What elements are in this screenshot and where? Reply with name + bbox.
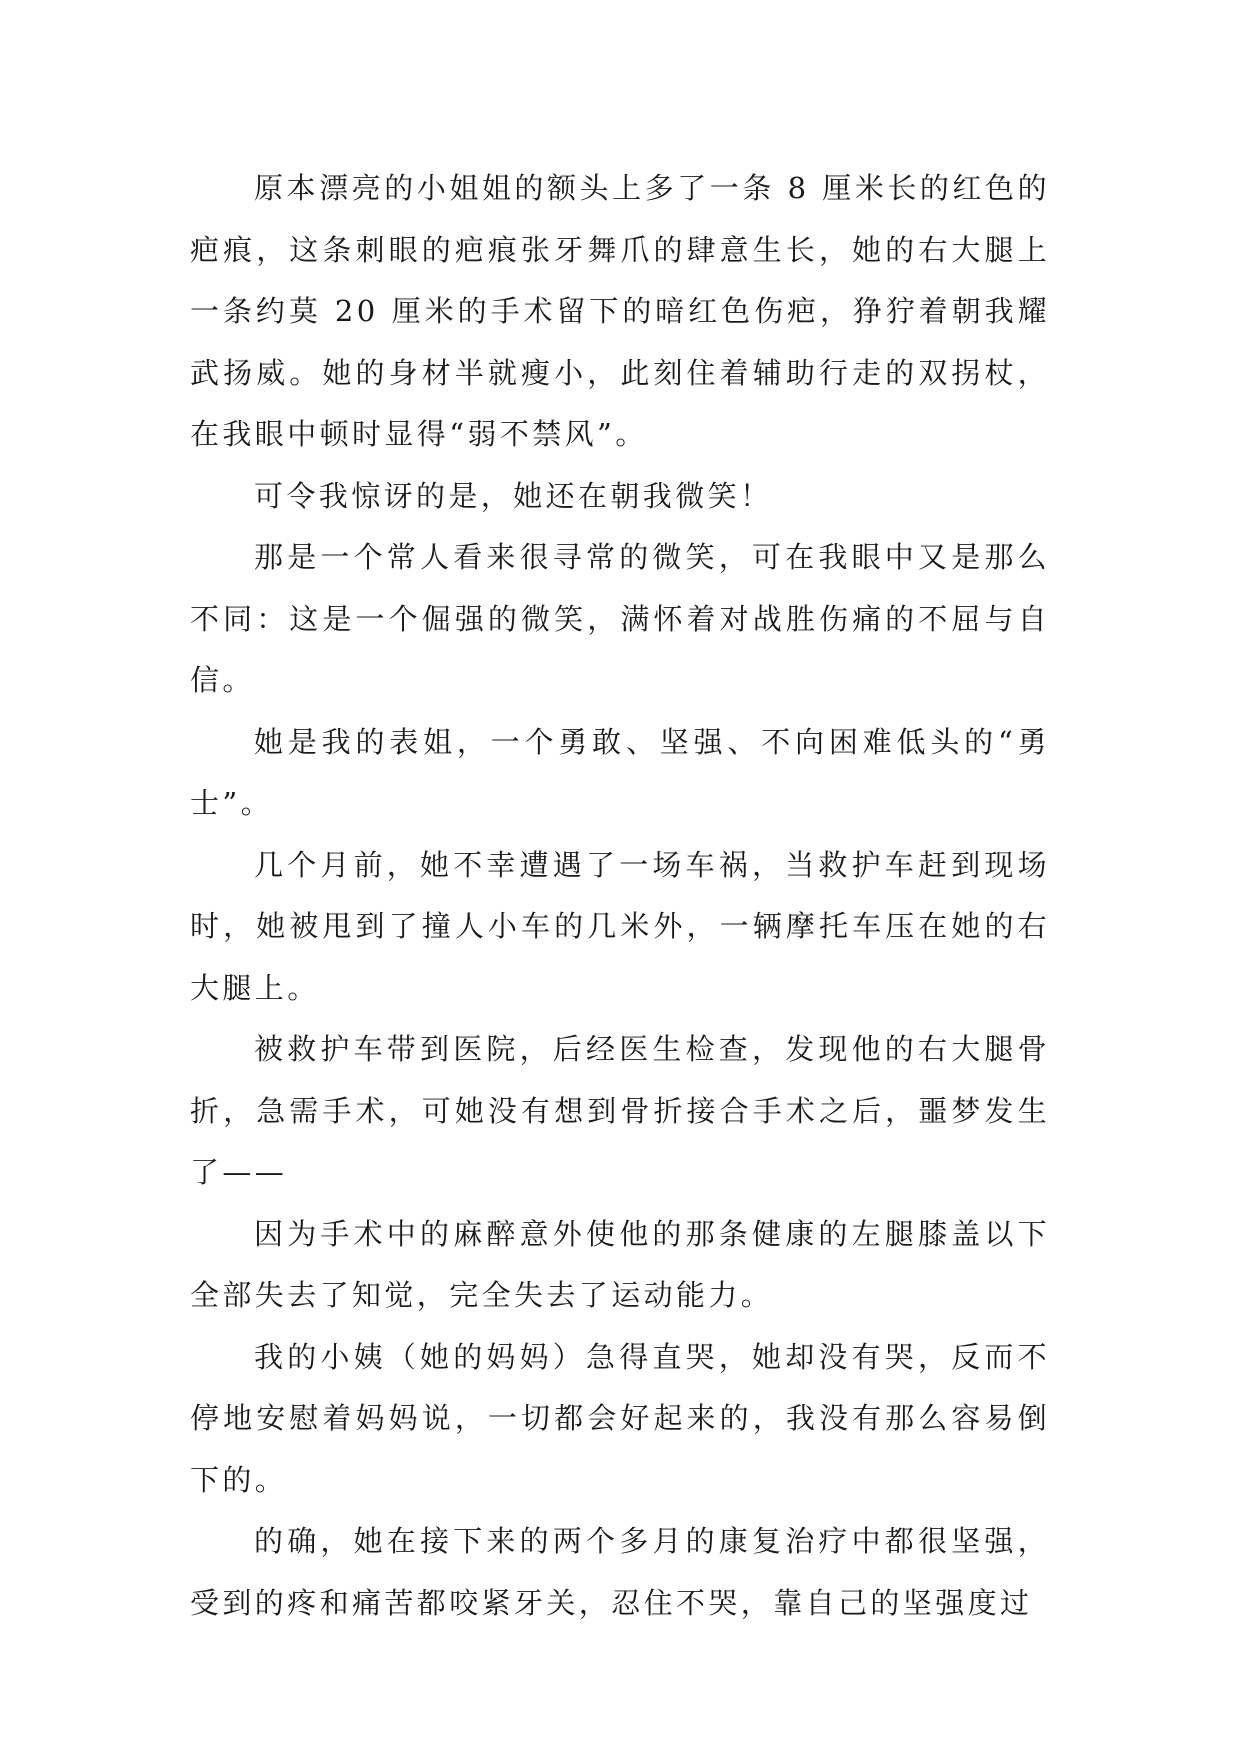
paragraph: 被救护车带到医院，后经医生检查，发现他的右大腿骨折，急需手术，可她没有想到骨折接合手术之后，噩梦发生了—— [190,1032,1050,1189]
paragraph: 她是我的表姐，一个勇敢、坚强、不向困难低头的“勇士”。 [190,724,1050,820]
article-body [190,158,1050,1634]
paragraph: 的确，她在接下来的两个多月的康复治疗中都很坚强，受到的疼和痛苦都咬紧牙关，忍住不哭，靠自己的坚强度过 [190,1524,1050,1620]
paragraph: 可令我惊讶的是，她还在朝我微笑！ [254,478,773,513]
paragraph: 因为手术中的麻醉意外使他的那条健康的左腿膝盖以下全部失去了知觉，完全失去了运动能力。 [190,1216,1050,1312]
paragraph: 几个月前，她不幸遭遇了一场车祸，当救护车赶到现场时，她被甩到了撞人小车的几米外，一辆摩托车压在她的右大腿上。 [190,847,1050,1005]
paragraph: 那是一个常人看来很寻常的微笑，可在我眼中又是那么不同：这是一个倔强的微笑，满怀着对战胜伤痛的不屈与自信。 [190,540,1050,697]
paragraph: 原本漂亮的小姐姐的额头上多了一条 8 厘米长的红色的疤痕，这条刺眼的疤痕张牙舞爪的肆意生长，她的右大腿上一条约莫 20 厘米的手术留下的暗红色伤疤，狰狞着朝我耀武扬威。她的身材半就瘦小，此刻住着辅助行走的双拐杖，在我眼中顿时显得“弱不禁风”。 [190,171,1050,451]
paragraph: 我的小姨（她的妈妈）急得直哭，她却没有哭，反而不停地安慰着妈妈说，一切都会好起来的，我没有那么容易倒下的。 [190,1339,1050,1497]
